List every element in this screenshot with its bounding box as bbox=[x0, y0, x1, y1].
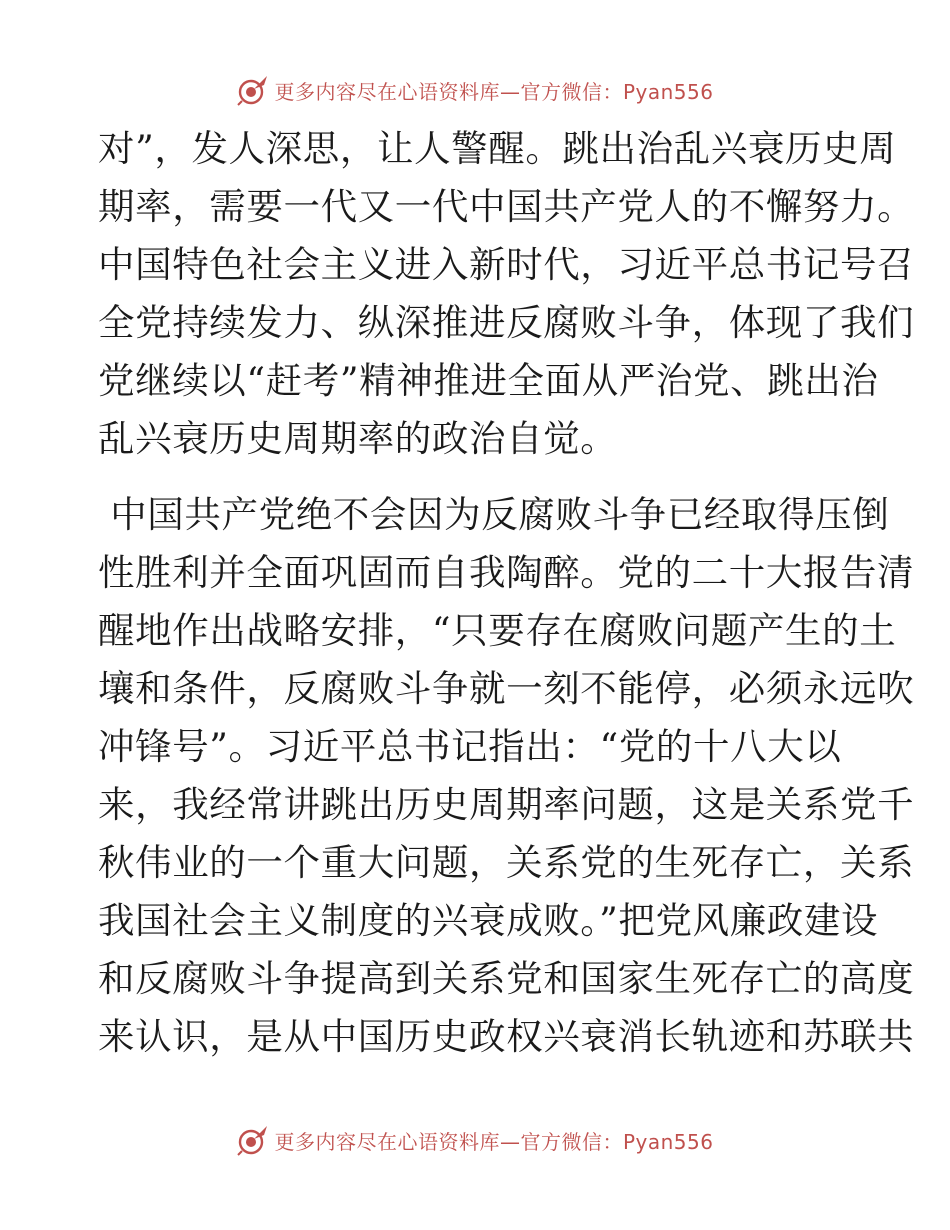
paragraph bbox=[98, 120, 915, 468]
quill-seal-logo-icon bbox=[236, 73, 270, 107]
text-line: 秋伟业的一个重大问题，关系党的生死存亡，关系 bbox=[98, 841, 915, 884]
text-line: 党继续以“赶考”精神推进全面从严治党、跳出治 bbox=[98, 359, 879, 402]
paragraph-spacer bbox=[98, 468, 858, 486]
footer-watermark bbox=[0, 1120, 950, 1160]
text-line: 乱兴衰历史周期率的政治自觉。 bbox=[98, 417, 618, 460]
document-body bbox=[98, 120, 915, 1066]
paragraph bbox=[98, 486, 915, 1066]
text-line: 中国特色社会主义进入新时代，习近平总书记号召 bbox=[98, 243, 915, 286]
header-watermark bbox=[0, 70, 950, 110]
watermark-text: 更多内容尽在心语资料库—官方微信：Pyan556 bbox=[274, 1129, 714, 1154]
text-line: 我国社会主义制度的兴衰成败。”把党风廉政建设 bbox=[98, 899, 879, 942]
text-line: 中国共产党绝不会因为反腐败斗争已经取得压倒 bbox=[98, 493, 890, 536]
text-line: 全党持续发力、纵深推进反腐败斗争，体现了我们 bbox=[98, 301, 915, 344]
text-line: 期率，需要一代又一代中国共产党人的不懈努力。 bbox=[98, 185, 915, 228]
text-line: 冲锋号”。习近平总书记指出：“党的十八大以 bbox=[98, 725, 842, 768]
text-line: 醒地作出战略安排，“只要存在腐败问题产生的土 bbox=[98, 609, 897, 652]
text-line: 来，我经常讲跳出历史周期率问题，这是关系党千 bbox=[98, 783, 915, 826]
watermark-text: 更多内容尽在心语资料库—官方微信：Pyan556 bbox=[274, 79, 714, 104]
text-line: 和反腐败斗争提高到关系党和国家生死存亡的高度 bbox=[98, 957, 915, 1000]
text-line: 性胜利并全面巩固而自我陶醉。党的二十大报告清 bbox=[98, 551, 915, 594]
quill-seal-logo-icon bbox=[236, 1123, 270, 1157]
text-line: 对”，发人深思，让人警醒。跳出治乱兴衰历史周 bbox=[98, 127, 897, 170]
text-line: 壤和条件，反腐败斗争就一刻不能停，必须永远吹 bbox=[98, 667, 915, 710]
text-line: 来认识，是从中国历史政权兴衰消长轨迹和苏联共 bbox=[98, 1015, 915, 1058]
